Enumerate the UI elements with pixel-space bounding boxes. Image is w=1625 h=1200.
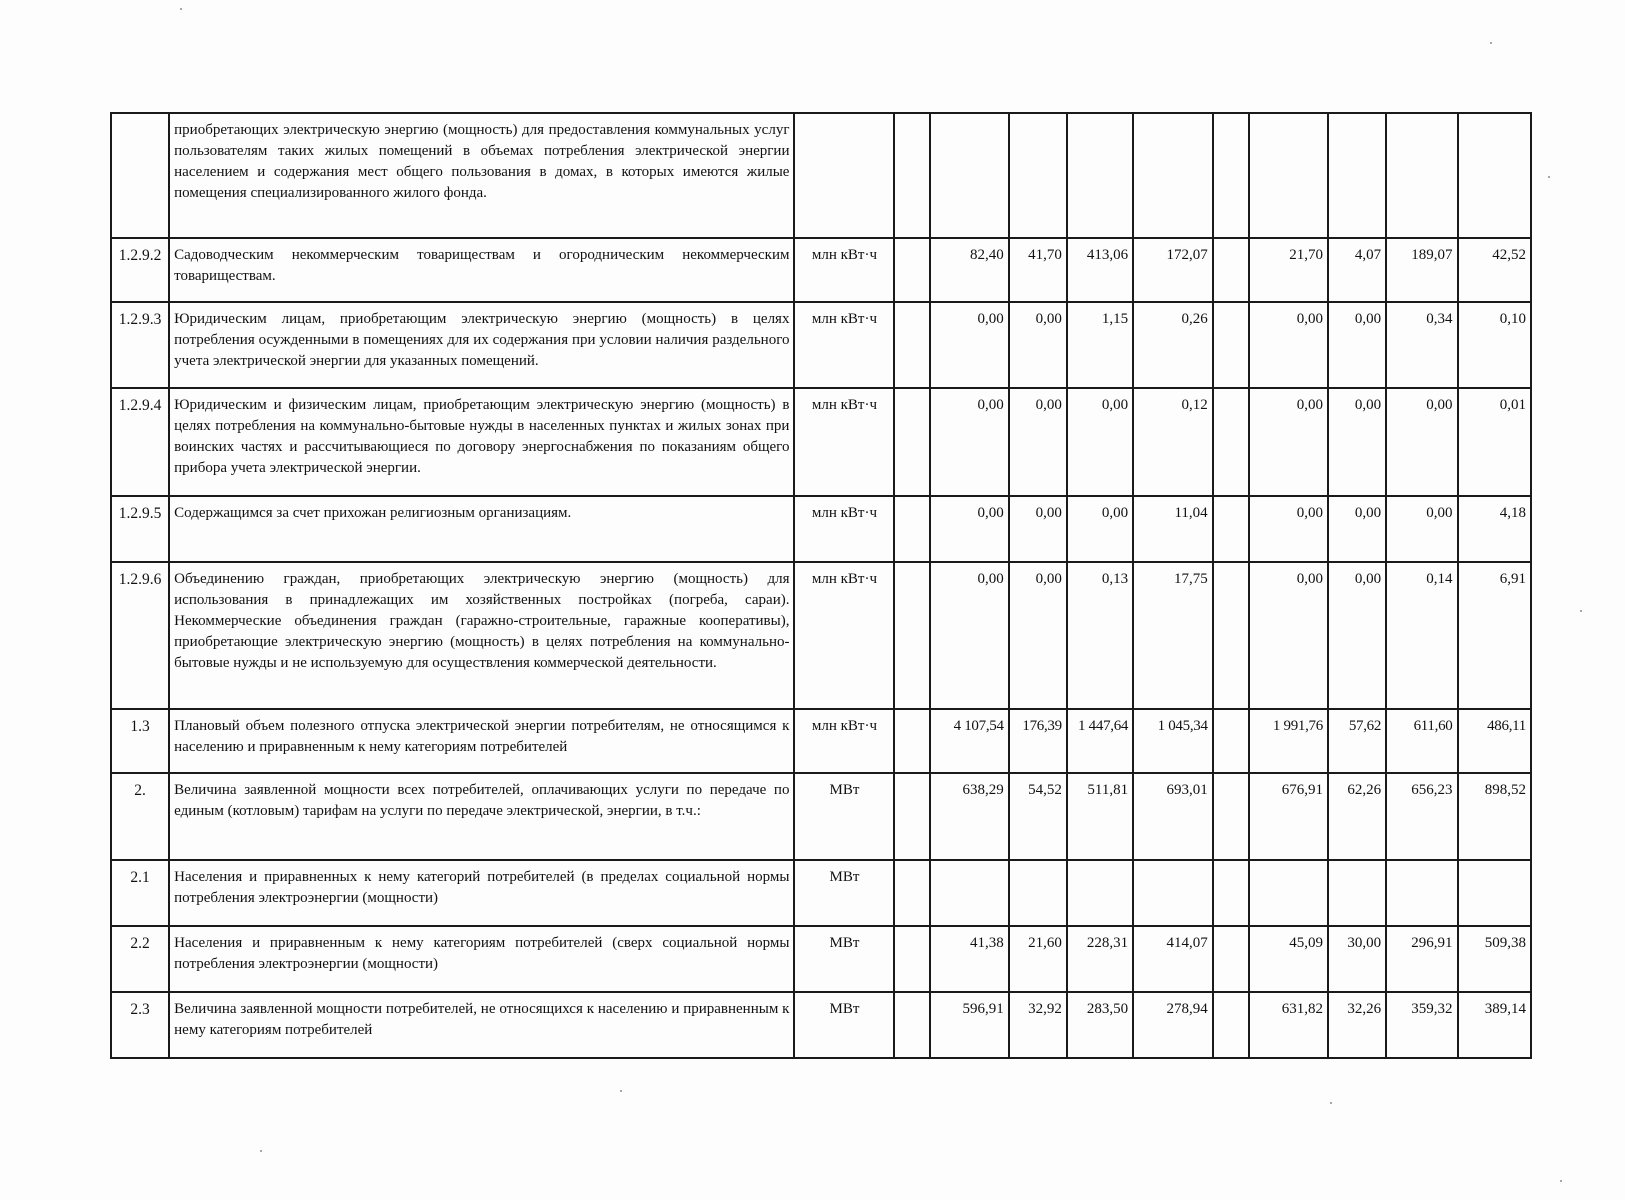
row-value: 0,00	[1328, 388, 1386, 496]
row-value: 176,39	[1009, 709, 1067, 773]
row-unit	[794, 113, 894, 238]
row-number: 1.2.9.4	[111, 388, 169, 496]
scan-speck	[260, 1150, 262, 1152]
row-value: 54,52	[1009, 773, 1067, 860]
row-value	[1213, 388, 1250, 496]
row-value: 0,00	[1328, 302, 1386, 388]
row-value	[1249, 860, 1328, 926]
row-value	[1009, 113, 1067, 238]
row-unit: МВт	[794, 773, 894, 860]
row-value	[1213, 992, 1250, 1058]
table-row	[111, 562, 1531, 709]
row-value	[1213, 238, 1250, 302]
row-value	[1328, 113, 1386, 238]
row-value: 189,07	[1386, 238, 1457, 302]
row-value: 41,38	[930, 926, 1009, 992]
row-value: 42,52	[1458, 238, 1532, 302]
row-blank-cell	[894, 238, 930, 302]
row-value: 0,00	[1067, 496, 1133, 562]
row-value: 0,00	[930, 388, 1009, 496]
row-blank-cell	[894, 709, 930, 773]
row-blank-cell	[894, 562, 930, 709]
row-unit: МВт	[794, 926, 894, 992]
row-blank-cell	[894, 926, 930, 992]
row-value: 0,00	[1009, 496, 1067, 562]
row-value	[1213, 926, 1250, 992]
table-row	[111, 113, 1531, 238]
row-value: 0,00	[1328, 562, 1386, 709]
table-row	[111, 926, 1531, 992]
row-value: 1 447,64	[1067, 709, 1133, 773]
row-value: 0,00	[1009, 388, 1067, 496]
row-value: 32,92	[1009, 992, 1067, 1058]
row-value	[930, 113, 1009, 238]
row-value: 638,29	[930, 773, 1009, 860]
row-value	[1213, 860, 1250, 926]
row-value	[1133, 113, 1213, 238]
row-value: 0,00	[1249, 302, 1328, 388]
row-number: 1.3	[111, 709, 169, 773]
row-value	[1009, 860, 1067, 926]
row-value: 0,12	[1133, 388, 1213, 496]
row-description: Населения и приравненным к нему категориям потребителей (сверх социальной нормы потребления электроэнергии (мощности)	[169, 926, 794, 992]
row-value: 296,91	[1386, 926, 1457, 992]
row-value: 511,81	[1067, 773, 1133, 860]
row-value: 0,00	[930, 562, 1009, 709]
row-value: 1 991,76	[1249, 709, 1328, 773]
row-value: 389,14	[1458, 992, 1532, 1058]
row-value: 596,91	[930, 992, 1009, 1058]
row-value: 898,52	[1458, 773, 1532, 860]
row-value	[1067, 860, 1133, 926]
row-value: 278,94	[1133, 992, 1213, 1058]
row-number: 2.	[111, 773, 169, 860]
row-unit: млн кВт·ч	[794, 302, 894, 388]
table-row	[111, 496, 1531, 562]
row-value: 0,00	[1328, 496, 1386, 562]
row-value: 0,26	[1133, 302, 1213, 388]
row-blank-cell	[894, 113, 930, 238]
row-value: 0,00	[1249, 496, 1328, 562]
row-value: 0,34	[1386, 302, 1457, 388]
row-value: 0,00	[930, 496, 1009, 562]
table-row	[111, 860, 1531, 926]
scan-speck	[1548, 176, 1550, 178]
row-value: 359,32	[1386, 992, 1457, 1058]
row-value: 0,01	[1458, 388, 1532, 496]
row-value: 17,75	[1133, 562, 1213, 709]
row-value	[1067, 113, 1133, 238]
row-value: 172,07	[1133, 238, 1213, 302]
row-value	[1458, 860, 1532, 926]
row-value: 656,23	[1386, 773, 1457, 860]
row-blank-cell	[894, 860, 930, 926]
row-value: 414,07	[1133, 926, 1213, 992]
row-description: Населения и приравненных к нему категорий потребителей (в пределах социальной нормы потребления электроэнергии (мощности)	[169, 860, 794, 926]
row-value: 0,00	[1386, 496, 1457, 562]
row-value: 509,38	[1458, 926, 1532, 992]
row-blank-cell	[894, 302, 930, 388]
row-value: 4,07	[1328, 238, 1386, 302]
row-value: 486,11	[1458, 709, 1532, 773]
row-blank-cell	[894, 773, 930, 860]
row-value	[1213, 773, 1250, 860]
row-value	[1213, 302, 1250, 388]
row-unit: млн кВт·ч	[794, 238, 894, 302]
table-row	[111, 238, 1531, 302]
scan-speck	[1330, 1102, 1332, 1104]
row-blank-cell	[894, 496, 930, 562]
row-value: 228,31	[1067, 926, 1133, 992]
row-value: 4,18	[1458, 496, 1532, 562]
row-blank-cell	[894, 388, 930, 496]
table-row	[111, 709, 1531, 773]
row-value: 0,00	[1009, 302, 1067, 388]
row-value	[1213, 496, 1250, 562]
table-row	[111, 388, 1531, 496]
row-value: 611,60	[1386, 709, 1457, 773]
row-description: Юридическим и физическим лицам, приобретающим электрическую энергию (мощность) в целях потребления на коммунально-бытовые нужды в населенных пунктах и жилых зонах при воинских частях и рассчитывающиеся по договору энергоснабжения по показаниям общего прибора учета электрической энергии.	[169, 388, 794, 496]
row-value: 0,13	[1067, 562, 1133, 709]
row-number: 2.3	[111, 992, 169, 1058]
row-value	[1213, 113, 1250, 238]
row-value	[1249, 113, 1328, 238]
row-description: Содержащимся за счет прихожан религиозным организациям.	[169, 496, 794, 562]
row-value	[1386, 860, 1457, 926]
row-number: 1.2.9.5	[111, 496, 169, 562]
row-number: 2.2	[111, 926, 169, 992]
row-unit: млн кВт·ч	[794, 496, 894, 562]
row-value: 0,00	[1067, 388, 1133, 496]
tariff-volume-table	[110, 112, 1532, 1059]
table-row	[111, 302, 1531, 388]
row-value	[1328, 860, 1386, 926]
row-value: 6,91	[1458, 562, 1532, 709]
table-row	[111, 992, 1531, 1058]
row-value: 45,09	[1249, 926, 1328, 992]
row-value: 41,70	[1009, 238, 1067, 302]
row-description: приобретающих электрическую энергию (мощность) для предоставления коммунальных услуг пользователям таких жилых помещений в объемах потребления электрической энергии населением и содержания мест общего пользования в домах, в которых имеются жилые помещения специализированного жилого фонда.	[169, 113, 794, 238]
row-number: 1.2.9.2	[111, 238, 169, 302]
row-description: Величина заявленной мощности всех потребителей, оплачивающих услуги по передаче по единым (котловым) тарифам на услуги по передаче электрической, энергии, в т.ч.:	[169, 773, 794, 860]
row-value: 0,00	[1249, 562, 1328, 709]
row-value	[1213, 709, 1250, 773]
scan-speck	[180, 8, 182, 10]
row-value: 11,04	[1133, 496, 1213, 562]
row-value: 57,62	[1328, 709, 1386, 773]
row-value: 0,00	[1249, 388, 1328, 496]
row-value: 82,40	[930, 238, 1009, 302]
row-value: 32,26	[1328, 992, 1386, 1058]
row-value: 30,00	[1328, 926, 1386, 992]
row-description: Объединению граждан, приобретающих электрическую энергию (мощность) для использования в принадлежащих им хозяйственных постройках (погреба, сараи). Некоммерческие объединения граждан (гаражно-строительные, гаражные кооперативы), приобретающие электрическую энергию (мощность) в целях потребления на коммунально-бытовые нужды и не используемую для осуществления коммерческой деятельности.	[169, 562, 794, 709]
row-value	[1213, 562, 1250, 709]
row-value: 631,82	[1249, 992, 1328, 1058]
scan-speck	[620, 1090, 622, 1092]
row-value: 0,00	[930, 302, 1009, 388]
row-value	[1458, 113, 1532, 238]
row-value: 62,26	[1328, 773, 1386, 860]
row-unit: млн кВт·ч	[794, 562, 894, 709]
row-unit: млн кВт·ч	[794, 388, 894, 496]
row-description: Юридическим лицам, приобретающим электрическую энергию (мощность) в целях потребления осужденными в помещениях для их содержания при условии наличия раздельного учета электрической энергии для указанных помещений.	[169, 302, 794, 388]
row-number: 1.2.9.6	[111, 562, 169, 709]
row-description: Плановый объем полезного отпуска электрической энергии потребителям, не относящимся к населению и приравненным к нему категориям потребителей	[169, 709, 794, 773]
scan-speck	[1580, 610, 1582, 612]
row-unit: МВт	[794, 860, 894, 926]
row-value	[930, 860, 1009, 926]
row-value: 4 107,54	[930, 709, 1009, 773]
scan-speck	[1490, 42, 1492, 44]
row-value: 21,70	[1249, 238, 1328, 302]
row-blank-cell	[894, 992, 930, 1058]
row-value: 0,14	[1386, 562, 1457, 709]
row-value: 1,15	[1067, 302, 1133, 388]
row-description: Величина заявленной мощности потребителей, не относящихся к населению и приравненным к нему категориям потребителей	[169, 992, 794, 1058]
row-value: 413,06	[1067, 238, 1133, 302]
row-value	[1133, 860, 1213, 926]
row-number: 1.2.9.3	[111, 302, 169, 388]
row-number	[111, 113, 169, 238]
row-value: 21,60	[1009, 926, 1067, 992]
row-value: 693,01	[1133, 773, 1213, 860]
row-description: Садоводческим некоммерческим товариществам и огородническим некоммерческим товариществам.	[169, 238, 794, 302]
row-value: 1 045,34	[1133, 709, 1213, 773]
row-value: 283,50	[1067, 992, 1133, 1058]
row-value: 0,00	[1009, 562, 1067, 709]
scan-speck	[1560, 1180, 1562, 1182]
table-row	[111, 773, 1531, 860]
row-number: 2.1	[111, 860, 169, 926]
row-value	[1386, 113, 1457, 238]
row-unit: МВт	[794, 992, 894, 1058]
row-value: 0,00	[1386, 388, 1457, 496]
row-value: 0,10	[1458, 302, 1532, 388]
row-unit: млн кВт·ч	[794, 709, 894, 773]
row-value: 676,91	[1249, 773, 1328, 860]
